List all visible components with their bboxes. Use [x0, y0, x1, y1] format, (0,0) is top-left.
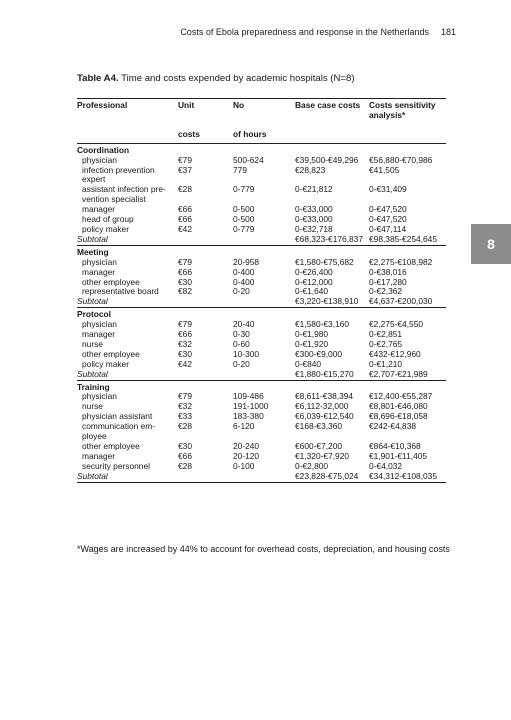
- unit-cost-cell: €37: [178, 164, 192, 175]
- base-case-cell: €168-€3,360: [295, 421, 343, 432]
- table-row: [77, 166, 446, 186]
- sensitivity-cell: €41,505: [369, 164, 400, 175]
- unit-cost-cell: €66: [178, 329, 192, 340]
- subtotal-cell: [178, 235, 233, 245]
- header-professional: Professional: [77, 99, 178, 121]
- header-base-case-cont: [295, 121, 369, 143]
- base-case-cell: 0-€1,920: [295, 338, 329, 349]
- hours-cell: 0-20: [233, 358, 250, 369]
- sensitivity-cell: 0-€2,362: [369, 286, 403, 297]
- professional-cell: security personnel: [82, 460, 150, 471]
- subtotal-cell: €2,707-€21,989: [369, 370, 446, 380]
- header-row-2: [77, 121, 446, 143]
- sensitivity-cell: €2,275-€108,982: [369, 256, 433, 267]
- base-case-cell: €1,580-€3,160: [295, 319, 350, 330]
- sensitivity-cell: 0-€47,520: [369, 204, 407, 215]
- professional-cell: manager: [82, 450, 116, 461]
- base-case-cell: 0-€26,400: [295, 266, 333, 277]
- sensitivity-cell: €242-€4,838: [369, 421, 417, 432]
- subtotal-cell: [233, 297, 295, 307]
- chapter-tab: 8: [471, 224, 511, 264]
- sensitivity-cell: 0-€38,016: [369, 266, 407, 277]
- unit-cost-cell: €30: [178, 276, 192, 287]
- header-of-hours: of hours: [233, 121, 295, 143]
- subtotal-cell: [233, 235, 295, 245]
- base-case-cell: €1,580-€75,682: [295, 256, 354, 267]
- hours-cell: 20-120: [233, 450, 260, 461]
- professional-cell: physician: [82, 391, 117, 402]
- header-sensitivity-cont: [369, 121, 446, 143]
- base-case-cell: 0-€1,640: [295, 286, 329, 297]
- subtotal-cell: €4,637-€200,030: [369, 297, 446, 307]
- subtotal-label: Subtotal: [77, 370, 178, 380]
- base-case-cell: €300-€9,000: [295, 348, 343, 359]
- base-case-cell: 0-€33,000: [295, 214, 333, 225]
- unit-cost-cell: €79: [178, 391, 192, 402]
- subtotal-row: [77, 472, 446, 482]
- professional-cell: manager: [82, 329, 116, 340]
- hours-cell: 0-400: [233, 266, 255, 277]
- base-case-cell: 0-€12,000: [295, 276, 333, 287]
- subtotal-cell: [233, 472, 295, 482]
- hours-cell: 6-120: [233, 421, 255, 432]
- table-caption-label: Table A4.: [77, 73, 119, 84]
- hours-cell: 191-1000: [233, 401, 269, 412]
- unit-cost-cell: €79: [178, 319, 192, 330]
- professional-cell: representative board: [82, 286, 159, 297]
- hours-cell: 0-779: [233, 223, 255, 234]
- running-head-title: Costs of Ebola preparedness and response in the Netherlands: [180, 27, 429, 37]
- subtotal-row: [77, 370, 446, 380]
- unit-cost-cell: €32: [178, 338, 192, 349]
- table-header: [77, 99, 446, 144]
- hours-cell: 0-779: [233, 184, 255, 195]
- unit-cost-cell: €66: [178, 450, 192, 461]
- professional-cell: other employee: [82, 348, 140, 359]
- table-row: [77, 422, 446, 442]
- base-case-cell: 0-€1,980: [295, 329, 329, 340]
- section-title: Protocol: [77, 309, 111, 320]
- sensitivity-cell: 0-€31,409: [369, 184, 407, 195]
- hours-cell: 0-100: [233, 460, 255, 471]
- base-case-cell: 0-€32,718: [295, 223, 333, 234]
- unit-cost-cell: €28: [178, 184, 192, 195]
- hours-cell: 0-20: [233, 286, 250, 297]
- base-case-cell: €8,611-€38,394: [295, 391, 354, 402]
- unit-cost-cell: €32: [178, 401, 192, 412]
- subtotal-cell: [178, 370, 233, 380]
- subtotal-cell: €68,323-€176,837: [295, 235, 369, 245]
- professional-cell: policy maker: [82, 358, 130, 369]
- table-row: [77, 185, 446, 205]
- professional-cell: communication em-ployee: [82, 421, 156, 442]
- hours-cell: 0-500: [233, 214, 255, 225]
- professional-cell: other employee: [82, 276, 140, 287]
- unit-cost-cell: €66: [178, 266, 192, 277]
- header-unit: Unit: [178, 99, 233, 121]
- professional-cell: infection prevention expert: [82, 164, 155, 185]
- unit-cost-cell: €79: [178, 256, 192, 267]
- subtotal-row: [77, 235, 446, 245]
- table-footnote: *Wages are increased by 44% to account for overhead costs, depreciation, and housing costs: [77, 544, 450, 554]
- hours-cell: 0-500: [233, 204, 255, 215]
- subtotal-row: [77, 297, 446, 307]
- professional-cell: policy maker: [82, 223, 130, 234]
- table-caption-text: Time and costs expended by academic hospitals (N=8): [118, 73, 355, 84]
- professional-cell: physician: [82, 154, 117, 165]
- base-case-cell: €39,500-€49,296: [295, 154, 359, 165]
- base-case-cell: €6,039-€12,540: [295, 411, 354, 422]
- sensitivity-cell: €8,801-€46,080: [369, 401, 428, 412]
- unit-cost-cell: €30: [178, 348, 192, 359]
- table-body: [77, 143, 446, 482]
- page-number: 181: [440, 27, 456, 37]
- table-row: [77, 268, 446, 278]
- section-title: Coordination: [77, 144, 130, 155]
- hours-cell: 183-380: [233, 411, 264, 422]
- base-case-cell: €28,823: [295, 164, 326, 175]
- unit-cost-cell: €28: [178, 460, 192, 471]
- header-costs-sensitivity: Costs sensitivity analysis*: [369, 99, 446, 121]
- section-heading-row: [77, 245, 446, 257]
- sensitivity-cell: 0-€2,851: [369, 329, 403, 340]
- subtotal-label: Subtotal: [77, 472, 178, 482]
- unit-cost-cell: €30: [178, 441, 192, 451]
- subtotal-cell: €98,385-€254,645: [369, 235, 446, 245]
- header-no: No: [233, 99, 295, 121]
- base-case-cell: 0-€33,000: [295, 204, 333, 215]
- sensitivity-cell: 0-€17,280: [369, 276, 407, 287]
- hours-cell: 20-240: [233, 441, 260, 451]
- section-title: Training: [77, 381, 110, 392]
- professional-cell: assistant infection pre-vention specialist: [82, 184, 166, 205]
- hours-cell: 0-60: [233, 338, 250, 349]
- professional-cell: physician: [82, 256, 117, 267]
- header-unit-costs: costs: [178, 121, 233, 143]
- sensitivity-cell: 0-€47,114: [369, 223, 407, 234]
- professional-cell: manager: [82, 266, 116, 277]
- base-case-cell: 0-€2,800: [295, 460, 329, 471]
- hours-cell: 20-958: [233, 256, 260, 267]
- base-case-cell: €600-€7,200: [295, 441, 343, 451]
- hours-cell: 109-486: [233, 391, 264, 402]
- hours-cell: 779: [233, 164, 247, 175]
- subtotal-label: Subtotal: [77, 235, 178, 245]
- sensitivity-cell: 0-€47,520: [369, 214, 407, 225]
- header-row: [77, 99, 446, 121]
- table-caption: [77, 73, 355, 84]
- sensitivity-cell: €56,880-€70,986: [369, 154, 433, 165]
- sensitivity-cell: €1,901-€11,405: [369, 450, 428, 461]
- subtotal-cell: [233, 370, 295, 380]
- hours-cell: 0-400: [233, 276, 255, 287]
- subtotal-cell: €23,828-€75,024: [295, 472, 369, 482]
- base-case-cell: 0-€21,812: [295, 184, 333, 195]
- unit-cost-cell: €33: [178, 411, 192, 422]
- unit-cost-cell: €66: [178, 214, 192, 225]
- unit-cost-cell: €28: [178, 421, 192, 432]
- costs-table: [77, 98, 446, 483]
- header-professional-cont: [77, 121, 178, 143]
- subtotal-cell: [178, 472, 233, 482]
- professional-cell: head of group: [82, 214, 134, 225]
- sensitivity-cell: €864-€10,368: [369, 441, 421, 451]
- unit-cost-cell: €82: [178, 286, 192, 297]
- subtotal-cell: €34,312-€108,035: [369, 472, 446, 482]
- sensitivity-cell: 0-€4,032: [369, 460, 403, 471]
- sensitivity-cell: 0-€1,210: [369, 358, 403, 369]
- base-case-cell: €6,112-32,000: [295, 401, 349, 412]
- header-base-case-costs: Base case costs: [295, 99, 369, 121]
- professional-cell: nurse: [82, 338, 103, 349]
- professional-cell: manager: [82, 204, 116, 215]
- unit-cost-cell: €79: [178, 154, 192, 165]
- subtotal-label: Subtotal: [77, 297, 178, 307]
- professional-cell: physician assistant: [82, 411, 153, 422]
- subtotal-cell: €1,880-€15,270: [295, 370, 369, 380]
- subtotal-cell: €3,220-€138,910: [295, 297, 369, 307]
- section-heading-row: [77, 143, 446, 155]
- subtotal-cell: [178, 297, 233, 307]
- professional-cell: physician: [82, 319, 117, 330]
- professional-cell: nurse: [82, 401, 103, 412]
- unit-cost-cell: €42: [178, 358, 192, 369]
- unit-cost-cell: €42: [178, 223, 192, 234]
- hours-cell: 20-40: [233, 319, 255, 330]
- running-head: [180, 27, 456, 37]
- sensitivity-cell: 0-€2,765: [369, 338, 403, 349]
- professional-cell: other employee: [82, 441, 140, 451]
- sensitivity-cell: €12,400-€55,287: [369, 391, 433, 402]
- sensitivity-cell: €2,275-€4,550: [369, 319, 424, 330]
- sensitivity-cell: €432-€12,960: [369, 348, 421, 359]
- base-case-cell: 0-€840: [295, 358, 322, 369]
- hours-cell: 0-30: [233, 329, 250, 340]
- hours-cell: 10-300: [233, 348, 260, 359]
- unit-cost-cell: €66: [178, 204, 192, 215]
- base-case-cell: €1,320-€7,920: [295, 450, 350, 461]
- sensitivity-cell: €8,696-€18,058: [369, 411, 428, 422]
- hours-cell: 500-624: [233, 154, 264, 165]
- section-title: Meeting: [77, 246, 109, 257]
